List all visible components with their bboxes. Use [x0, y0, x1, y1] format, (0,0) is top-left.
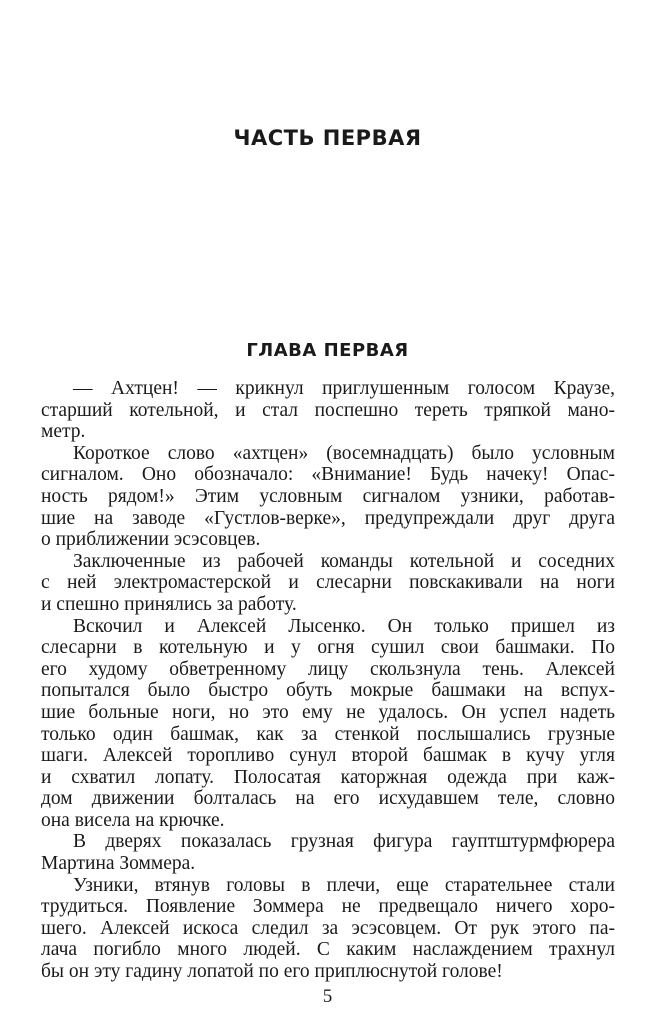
- text-line: бы он эту гадину лопатой по его приплюснутой голове!: [41, 961, 503, 983]
- text-line: метр.: [41, 421, 86, 443]
- text-line: с ней электромастерской и слесарни повскакивали на ноги: [41, 572, 615, 594]
- text-line: о приближении эсэсовцев.: [41, 529, 261, 551]
- text-line: его худому обветренному лицу скользнула тень. Алексей: [41, 658, 615, 680]
- text-line: Заключенные из рабочей команды котельной и соседних: [73, 550, 615, 572]
- paragraph: [41, 443, 615, 551]
- text-line: трудиться. Появление Зоммера не предвещало ничего хоро-: [41, 896, 615, 918]
- chapter-title: ГЛАВА ПЕРВАЯ: [246, 340, 409, 361]
- text-line: шаги. Алексей торопливо сунул второй башмак в кучу угля: [41, 745, 615, 767]
- text-line: шие больные ноги, но это ему не удалось. Он успел надеть: [41, 701, 615, 723]
- text-line: лача погибло много людей. С каким наслаждением трахнул: [41, 939, 615, 961]
- text-line: В дверях показалась грузная фигура гауптштурмфюрера: [73, 831, 615, 853]
- text-line: Короткое слово «ахтцен» (восемнадцать) было условным: [73, 442, 615, 464]
- text-line: Узники, втянув головы в плечи, еще старательнее стали: [73, 874, 615, 896]
- paragraph: [41, 616, 615, 832]
- text-line: ность рядом!» Этим условным сигналом узники, работав-: [41, 485, 615, 507]
- paragraph: [41, 831, 615, 874]
- text-line: — Ахтцен! — крикнул приглушенным голосом Краузе,: [73, 378, 615, 399]
- text-line: только один башмак, как за стенкой послышались грузные: [41, 723, 615, 745]
- paragraph: [41, 551, 615, 616]
- text-line: и схватил лопату. Полосатая каторжная одежда при каж-: [41, 766, 615, 788]
- body-text: [41, 378, 615, 983]
- text-line: Мартина Зоммера.: [41, 853, 196, 875]
- text-line: шего. Алексей искоса следил за эсэсовцем. От рук этого па-: [41, 917, 615, 939]
- text-line: и спешно принялись за работу.: [41, 593, 297, 615]
- text-line: попытался было быстро обуть мокрые башмаки на вспух-: [41, 680, 615, 702]
- paragraph: [41, 875, 615, 983]
- page-number: 5: [322, 986, 333, 1007]
- text-line: дом движении болталась на его исхудавшем теле, словно: [41, 788, 615, 810]
- paragraph: [41, 378, 615, 443]
- text-line: слесарни в котельную и у огня сушил свои башмаки. По: [41, 637, 615, 659]
- text-line: сигналом. Оно обозначало: «Внимание! Будь начеку! Опас-: [41, 464, 615, 486]
- text-line: старший котельной, и стал поспешно тереть тряпкой мано-: [41, 399, 615, 421]
- text-line: она висела на крючке.: [41, 809, 225, 831]
- text-line: шие на заводе «Густлов-верке», предупреждали друг друга: [41, 507, 615, 529]
- text-line: Вскочил и Алексей Лысенко. Он только пришел из: [73, 615, 615, 637]
- part-title: ЧАСТЬ ПЕРВАЯ: [233, 126, 422, 150]
